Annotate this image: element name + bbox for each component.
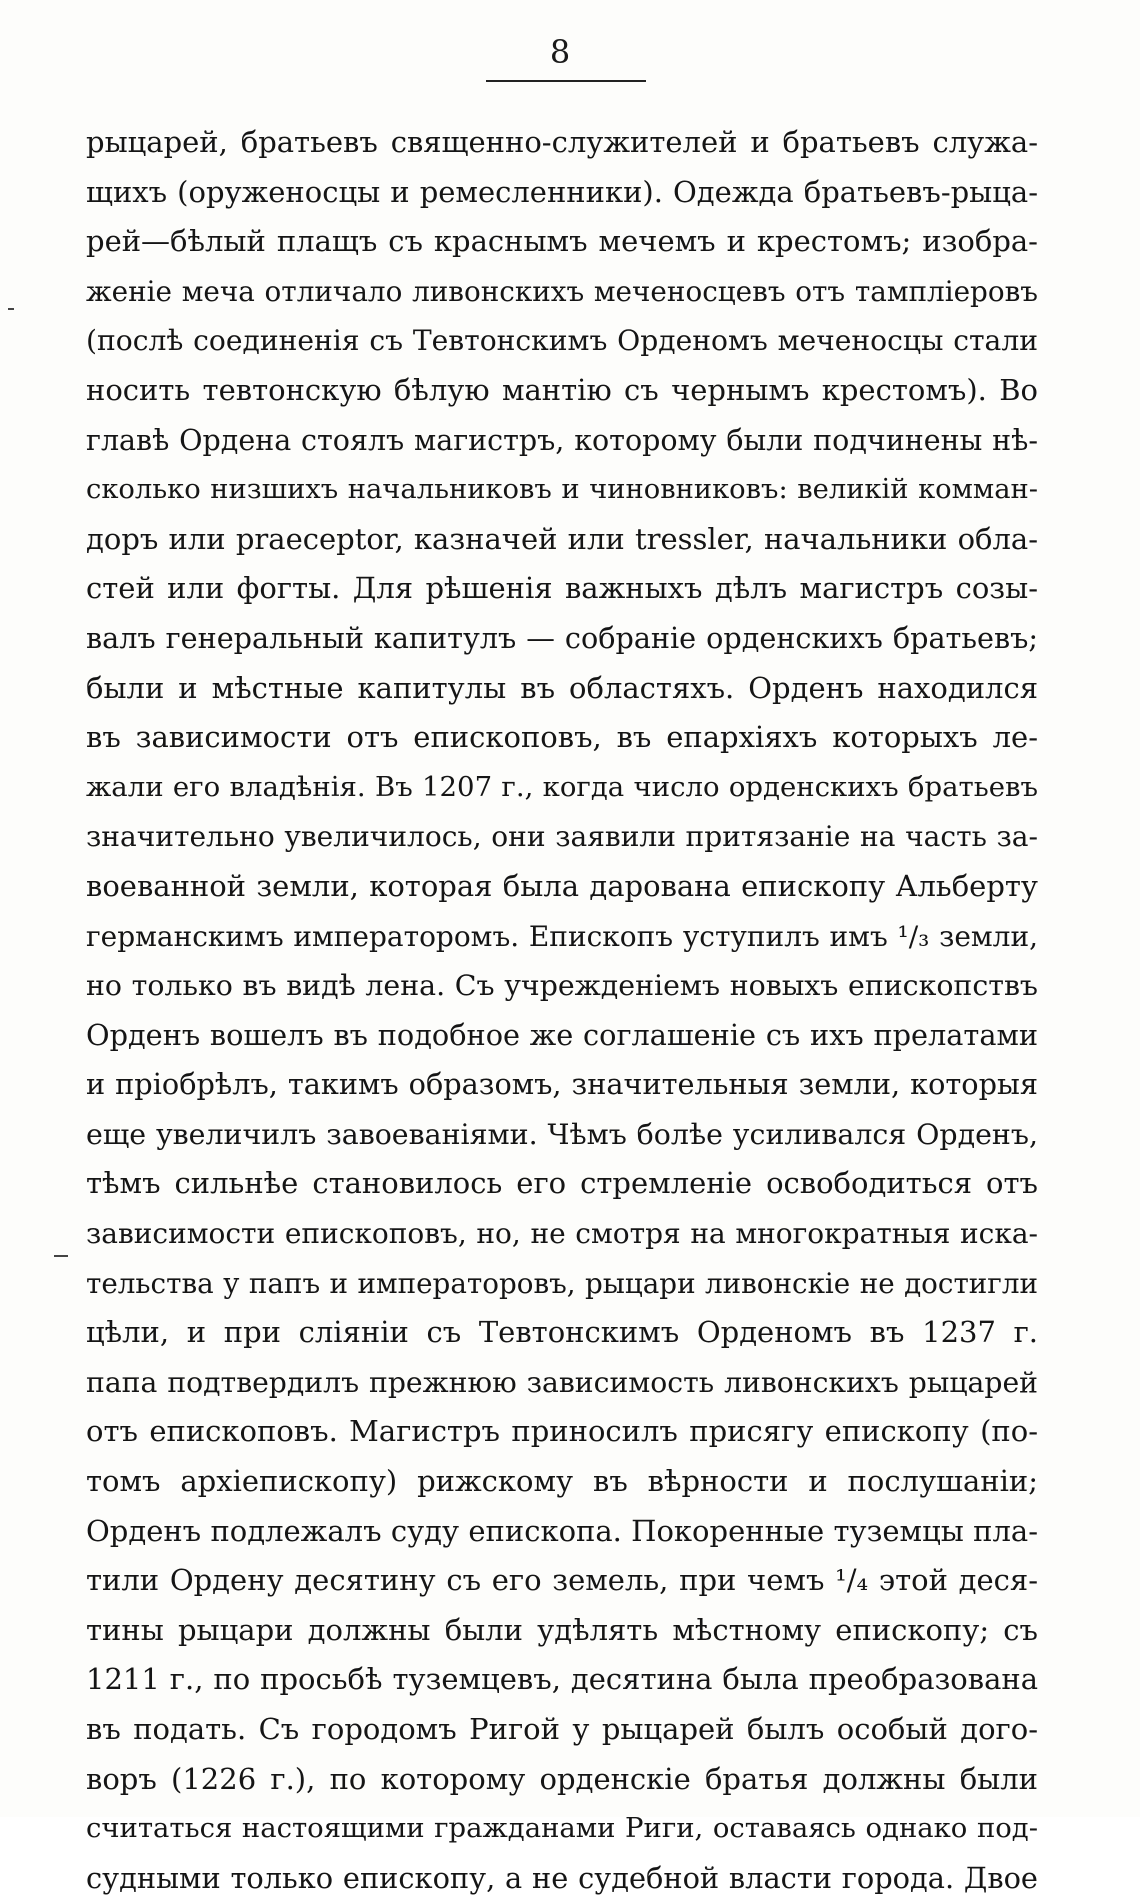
text-line: 1211 г., по просьбѣ туземцевъ, десятина была преобразована — [86, 1662, 1038, 1697]
page-number-rule — [486, 80, 646, 82]
text-line: Орденъ подлежалъ суду епископа. Покоренные туземцы пла- — [86, 1513, 1038, 1548]
text-line: Орденъ вошелъ въ подобное же соглашеніе съ ихъ прелатами — [86, 1017, 1038, 1052]
text-line: жали его владѣнія. Въ 1207 г., когда число орденскихъ братьевъ — [86, 770, 1038, 803]
text-line: въ подать. Съ городомъ Ригой у рыцарей былъ особый дого- — [86, 1712, 1038, 1746]
text-line: значительно увеличилось, они заявили притязаніе на часть за- — [86, 820, 1038, 854]
text-line: валъ генеральный капитулъ — собраніе орденскихъ братьевъ; — [86, 620, 1038, 655]
text-line: стей или фогты. Для рѣшенія важныхъ дѣлъ магистръ созы- — [86, 571, 1038, 606]
text-line: носить тевтонскую бѣлую мантію съ чернымъ крестомъ). Во — [86, 372, 1038, 407]
text-line: воръ (1226 г.), по которому орденскіе братья должны были — [86, 1761, 1038, 1796]
text-line: германскимъ императоромъ. Епископъ уступилъ имъ ¹/₃ земли, — [86, 919, 1038, 953]
text-line: рей—бѣлый плащъ съ краснымъ мечемъ и крестомъ; изобра- — [86, 224, 1038, 259]
text-line: и пріобрѣлъ, такимъ образомъ, значительныя земли, которыя — [86, 1067, 1038, 1102]
text-line: доръ или praeceptor, казначей или tressler, начальники обла- — [86, 521, 1038, 556]
text-line: тельства у папъ и императоровъ, рыцари ливонскіе не достигли — [86, 1266, 1038, 1300]
body-text — [86, 118, 1038, 1903]
text-line: зависимости епископовъ, но, не смотря на многократныя иска- — [86, 1217, 1038, 1251]
text-line: судными только епископу, а не судебной власти города. Двое — [86, 1860, 1038, 1895]
text-line: но только въ видѣ лена. Съ учрежденіемъ новыхъ епископствъ — [86, 969, 1038, 1003]
text-line: щихъ (оруженосцы и ремесленники). Одежда братьевъ-рыца- — [86, 174, 1038, 209]
text-line: тѣмъ сильнѣе становилось его стремленіе освободиться отъ — [86, 1166, 1038, 1201]
text-line: тины рыцари должны были удѣлять мѣстному епископу; съ — [86, 1612, 1038, 1647]
text-line: томъ архіепископу) рижскому въ вѣрности и послушаніи; — [86, 1464, 1038, 1499]
margin-speck — [54, 1255, 68, 1257]
text-line: сколько низшихъ начальниковъ и чиновниковъ: великій комман- — [86, 474, 1038, 506]
text-line: въ зависимости отъ епископовъ, въ епархіяхъ которыхъ ле- — [86, 720, 1038, 755]
text-line: были и мѣстные капитулы въ областяхъ. Орденъ находился — [86, 670, 1038, 705]
text-line: еще увеличилъ завоеваніями. Чѣмъ болѣе усиливался Орденъ, — [86, 1117, 1038, 1151]
text-line: папа подтвердилъ прежнюю зависимость ливонскихъ рыцарей — [86, 1365, 1038, 1399]
page-number: 8 — [549, 33, 571, 71]
text-line: тили Ордену десятину съ его земель, при чемъ ¹/₄ этой деся- — [86, 1563, 1038, 1598]
text-line: отъ епископовъ. Магистръ приносилъ присягу епископу (по- — [86, 1414, 1038, 1449]
text-line: рыцарей, братьевъ священно-служителей и братьевъ служа- — [86, 125, 1038, 159]
text-line: воеванной земли, которая была дарована епископу Альберту — [86, 868, 1038, 903]
text-line: (послѣ соединенія съ Тевтонскимъ Орденомъ меченосцы стали — [86, 324, 1038, 358]
text-line: цѣли, и при сліяніи съ Тевтонскимъ Орденомъ въ 1237 г. — [86, 1315, 1038, 1350]
text-line: женіе меча отличало ливонскихъ меченосцевъ отъ тампліеровъ — [86, 274, 1038, 308]
text-line: считаться настоящими гражданами Риги, оставаясь однако под- — [86, 1812, 1038, 1845]
margin-speck — [8, 308, 14, 310]
text-line: главѣ Ордена стоялъ магистръ, которому были подчинены нѣ- — [86, 423, 1038, 457]
